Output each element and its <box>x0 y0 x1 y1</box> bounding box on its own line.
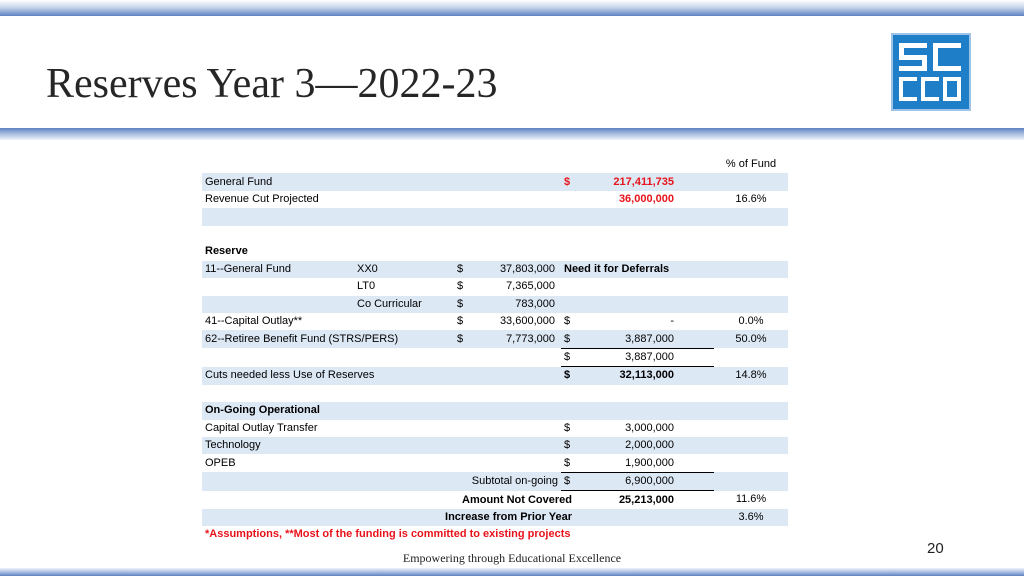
table-row <box>202 243 788 260</box>
reserve-value: 7,365,000 <box>506 280 555 293</box>
reserve-value-used: - <box>670 315 674 328</box>
table-row <box>202 330 788 348</box>
ongoing-value: 1,900,000 <box>575 454 714 472</box>
general-fund-dollar: $ <box>561 173 575 190</box>
reserve-header: Reserve <box>205 245 248 258</box>
cuts-needed-label: Cuts needed less Use of Reserves <box>202 367 468 385</box>
table-row <box>202 226 788 243</box>
top-decorative-band <box>0 0 1024 16</box>
table-row <box>202 472 788 490</box>
reserves-table <box>202 156 788 544</box>
table-row <box>202 454 788 472</box>
reserve-dollar-used: $ <box>561 330 575 348</box>
ongoing-header: On-Going Operational <box>202 402 354 419</box>
footer-tagline: Empowering through Educational Excellence <box>402 551 622 565</box>
reserve-label: 41--Capital Outlay** <box>205 315 303 328</box>
increase-label: Increase from Prior Year <box>354 509 575 526</box>
revenue-cut-pct: 16.6% <box>735 193 767 206</box>
not-covered-label: Amount Not Covered <box>462 493 572 506</box>
table-row <box>202 313 788 330</box>
pct-of-fund-header: % of Fund <box>725 158 777 171</box>
scccd-logo <box>891 33 971 111</box>
ongoing-value: 2,000,000 <box>575 437 714 454</box>
increase-pct: 3.6% <box>714 509 788 526</box>
deferrals-note: Need it for Deferrals <box>561 261 714 278</box>
table-row <box>202 526 788 543</box>
table-row <box>202 296 788 313</box>
reserve-dollar: $ <box>454 296 468 313</box>
reserve-dollar: $ <box>457 315 464 328</box>
not-covered-value: 25,213,000 <box>618 493 674 506</box>
page-number: 20 <box>927 540 944 557</box>
table-row <box>202 437 788 454</box>
cuts-needed-value: 32,113,000 <box>575 367 714 385</box>
ongoing-dollar: $ <box>561 437 575 454</box>
reserve-pct: 0.0% <box>738 315 764 328</box>
reserve-value: 33,600,000 <box>499 315 555 328</box>
reserve-dollar: $ <box>457 280 464 293</box>
ongoing-dollar: $ <box>561 454 575 472</box>
table-row <box>202 385 788 402</box>
slide-title: Reserves Year 3—2022-23 <box>46 61 498 107</box>
reserve-dollar: $ <box>454 261 468 278</box>
reserve-sub: XX0 <box>354 261 454 278</box>
bottom-decorative-band <box>0 568 1024 576</box>
table-row <box>202 156 788 173</box>
cuts-needed-pct: 14.8% <box>714 367 788 385</box>
ongoing-label: Capital Outlay Transfer <box>205 421 318 434</box>
reserve-value: 783,000 <box>468 296 561 313</box>
ongoing-label: OPEB <box>205 456 236 469</box>
subtotal-label: Subtotal on-going <box>354 472 561 490</box>
general-fund-value: 217,411,735 <box>575 173 714 190</box>
table-row <box>202 509 788 526</box>
reserve-label: 62--Retiree Benefit Fund (STRS/PERS) <box>202 330 454 348</box>
reserve-dollar-used: $ <box>564 315 571 328</box>
subtotal-dollar: $ <box>561 472 575 490</box>
ongoing-value: 3,000,000 <box>625 421 674 434</box>
table-row <box>202 491 788 509</box>
reserve-pct: 50.0% <box>714 330 788 348</box>
reserve-value-used: 3,887,000 <box>575 330 714 348</box>
revenue-cut-label: Revenue Cut Projected <box>205 193 319 206</box>
table-row <box>202 261 788 278</box>
table-row <box>202 173 788 190</box>
table-row <box>202 278 788 295</box>
ongoing-dollar: $ <box>564 421 571 434</box>
not-covered-pct: 11.6% <box>735 493 767 506</box>
ongoing-label: Technology <box>202 437 354 454</box>
general-fund-label: General Fund <box>202 173 354 190</box>
reserve-label: 11--General Fund <box>202 261 354 278</box>
slide-header <box>0 16 1024 134</box>
reserve-total-value: 3,887,000 <box>575 348 714 366</box>
reserve-dollar: $ <box>454 330 468 348</box>
table-row <box>202 348 788 366</box>
reserve-sub: Co Curricular <box>354 296 454 313</box>
subtotal-value: 6,900,000 <box>575 472 714 490</box>
assumptions-note: *Assumptions, **Most of the funding is committed to existing projects <box>205 528 571 541</box>
table-row <box>202 191 788 208</box>
revenue-cut-value: 36,000,000 <box>618 193 674 206</box>
table-row <box>202 208 788 225</box>
table-row <box>202 420 788 437</box>
table-row <box>202 402 788 419</box>
reserve-value: 7,773,000 <box>468 330 561 348</box>
cuts-needed-dollar: $ <box>561 367 575 385</box>
reserve-value: 37,803,000 <box>468 261 561 278</box>
reserve-total-dollar: $ <box>561 348 575 366</box>
table-row <box>202 367 788 385</box>
header-divider <box>0 128 1024 140</box>
reserve-sub: LT0 <box>357 280 376 293</box>
